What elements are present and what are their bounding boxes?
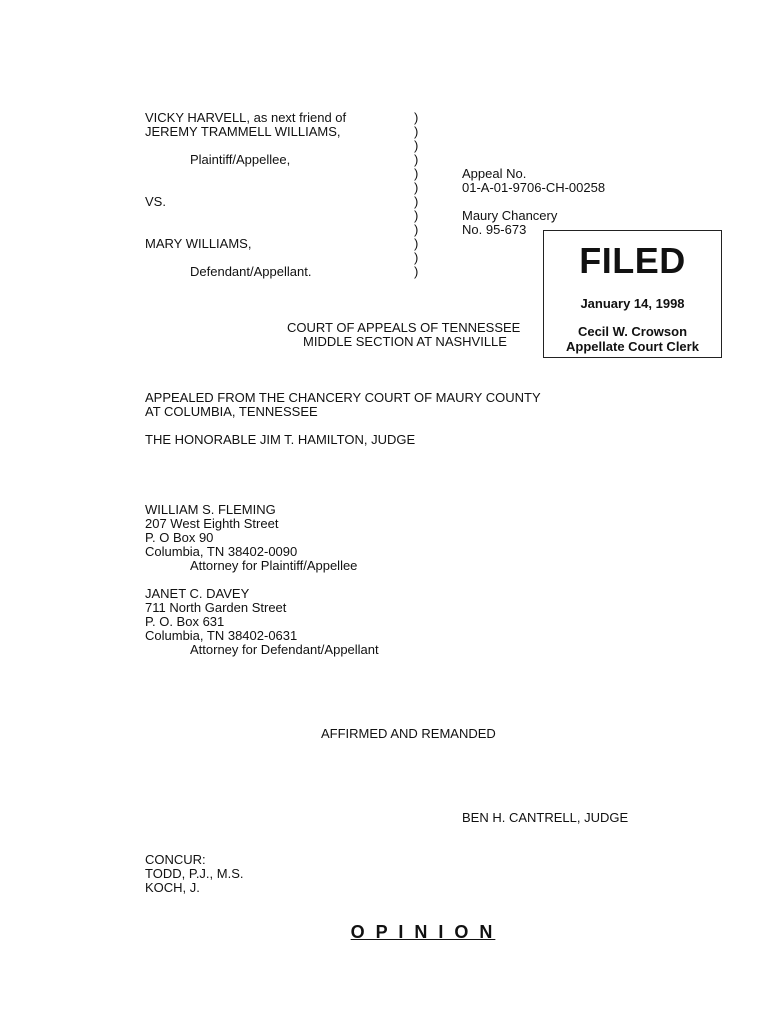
trial-judge: THE HONORABLE JIM T. HAMILTON, JUDGE bbox=[145, 432, 416, 447]
appeal-number: 01-A-01-9706-CH-00258 bbox=[462, 180, 606, 195]
clerk-title: Appellate Court Clerk bbox=[566, 339, 699, 354]
paren: ) bbox=[414, 264, 419, 279]
paren: ) bbox=[414, 110, 419, 125]
paren: ) bbox=[414, 138, 419, 153]
attorney-box: P. O. Box 631 bbox=[145, 614, 225, 629]
party1-line1: VICKY HARVELL, as next friend of bbox=[145, 110, 347, 125]
disposition: AFFIRMED AND REMANDED bbox=[321, 726, 496, 741]
attorney-street: 711 North Garden Street bbox=[145, 600, 287, 615]
author-judge: BEN H. CANTRELL, JUDGE bbox=[462, 810, 629, 825]
paren: ) bbox=[414, 124, 419, 139]
attorney-role: Attorney for Plaintiff/Appellee bbox=[190, 558, 358, 573]
concur-judge: TODD, P.J., M.S. bbox=[145, 866, 244, 881]
attorney-name: JANET C. DAVEY bbox=[145, 586, 250, 601]
filed-stamp bbox=[543, 230, 722, 358]
paren: ) bbox=[414, 152, 419, 167]
paren: ) bbox=[414, 250, 419, 265]
party2-name: MARY WILLIAMS, bbox=[145, 236, 252, 251]
paren: ) bbox=[414, 194, 419, 209]
appealed-from-line2: AT COLUMBIA, TENNESSEE bbox=[145, 404, 318, 419]
party1-role: Plaintiff/Appellee, bbox=[190, 152, 291, 167]
paren: ) bbox=[414, 180, 419, 195]
concur-label: CONCUR: bbox=[145, 852, 206, 867]
court-name: COURT OF APPEALS OF TENNESSEE bbox=[287, 320, 521, 335]
paren: ) bbox=[414, 222, 419, 237]
caption-separator bbox=[414, 111, 418, 279]
attorney-street: 207 West Eighth Street bbox=[145, 516, 279, 531]
trial-number: No. 95-673 bbox=[462, 222, 527, 237]
attorney-city: Columbia, TN 38402-0090 bbox=[145, 544, 298, 559]
appeal-label: Appeal No. bbox=[462, 166, 527, 181]
appealed-from-line1: APPEALED FROM THE CHANCERY COURT OF MAURY COUNTY bbox=[145, 390, 541, 405]
filed-title: FILED bbox=[579, 240, 686, 281]
concur-judge: KOCH, J. bbox=[145, 880, 200, 895]
attorney-city: Columbia, TN 38402-0631 bbox=[145, 628, 298, 643]
court-section: MIDDLE SECTION AT NASHVILLE bbox=[303, 334, 507, 349]
party2-role: Defendant/Appellant. bbox=[190, 264, 312, 279]
paren: ) bbox=[414, 208, 419, 223]
party1-line2: JEREMY TRAMMELL WILLIAMS, bbox=[145, 124, 341, 139]
attorney-box: P. O Box 90 bbox=[145, 530, 214, 545]
filed-date: January 14, 1998 bbox=[580, 296, 685, 311]
clerk-name: Cecil W. Crowson bbox=[577, 324, 688, 339]
trial-court: Maury Chancery bbox=[462, 208, 558, 223]
versus-label: VS. bbox=[145, 194, 166, 209]
paren: ) bbox=[414, 236, 419, 251]
paren: ) bbox=[414, 166, 419, 181]
opinion-heading: O P I N I O N bbox=[350, 922, 496, 942]
attorney-name: WILLIAM S. FLEMING bbox=[145, 502, 276, 517]
attorney-role: Attorney for Defendant/Appellant bbox=[190, 642, 379, 657]
